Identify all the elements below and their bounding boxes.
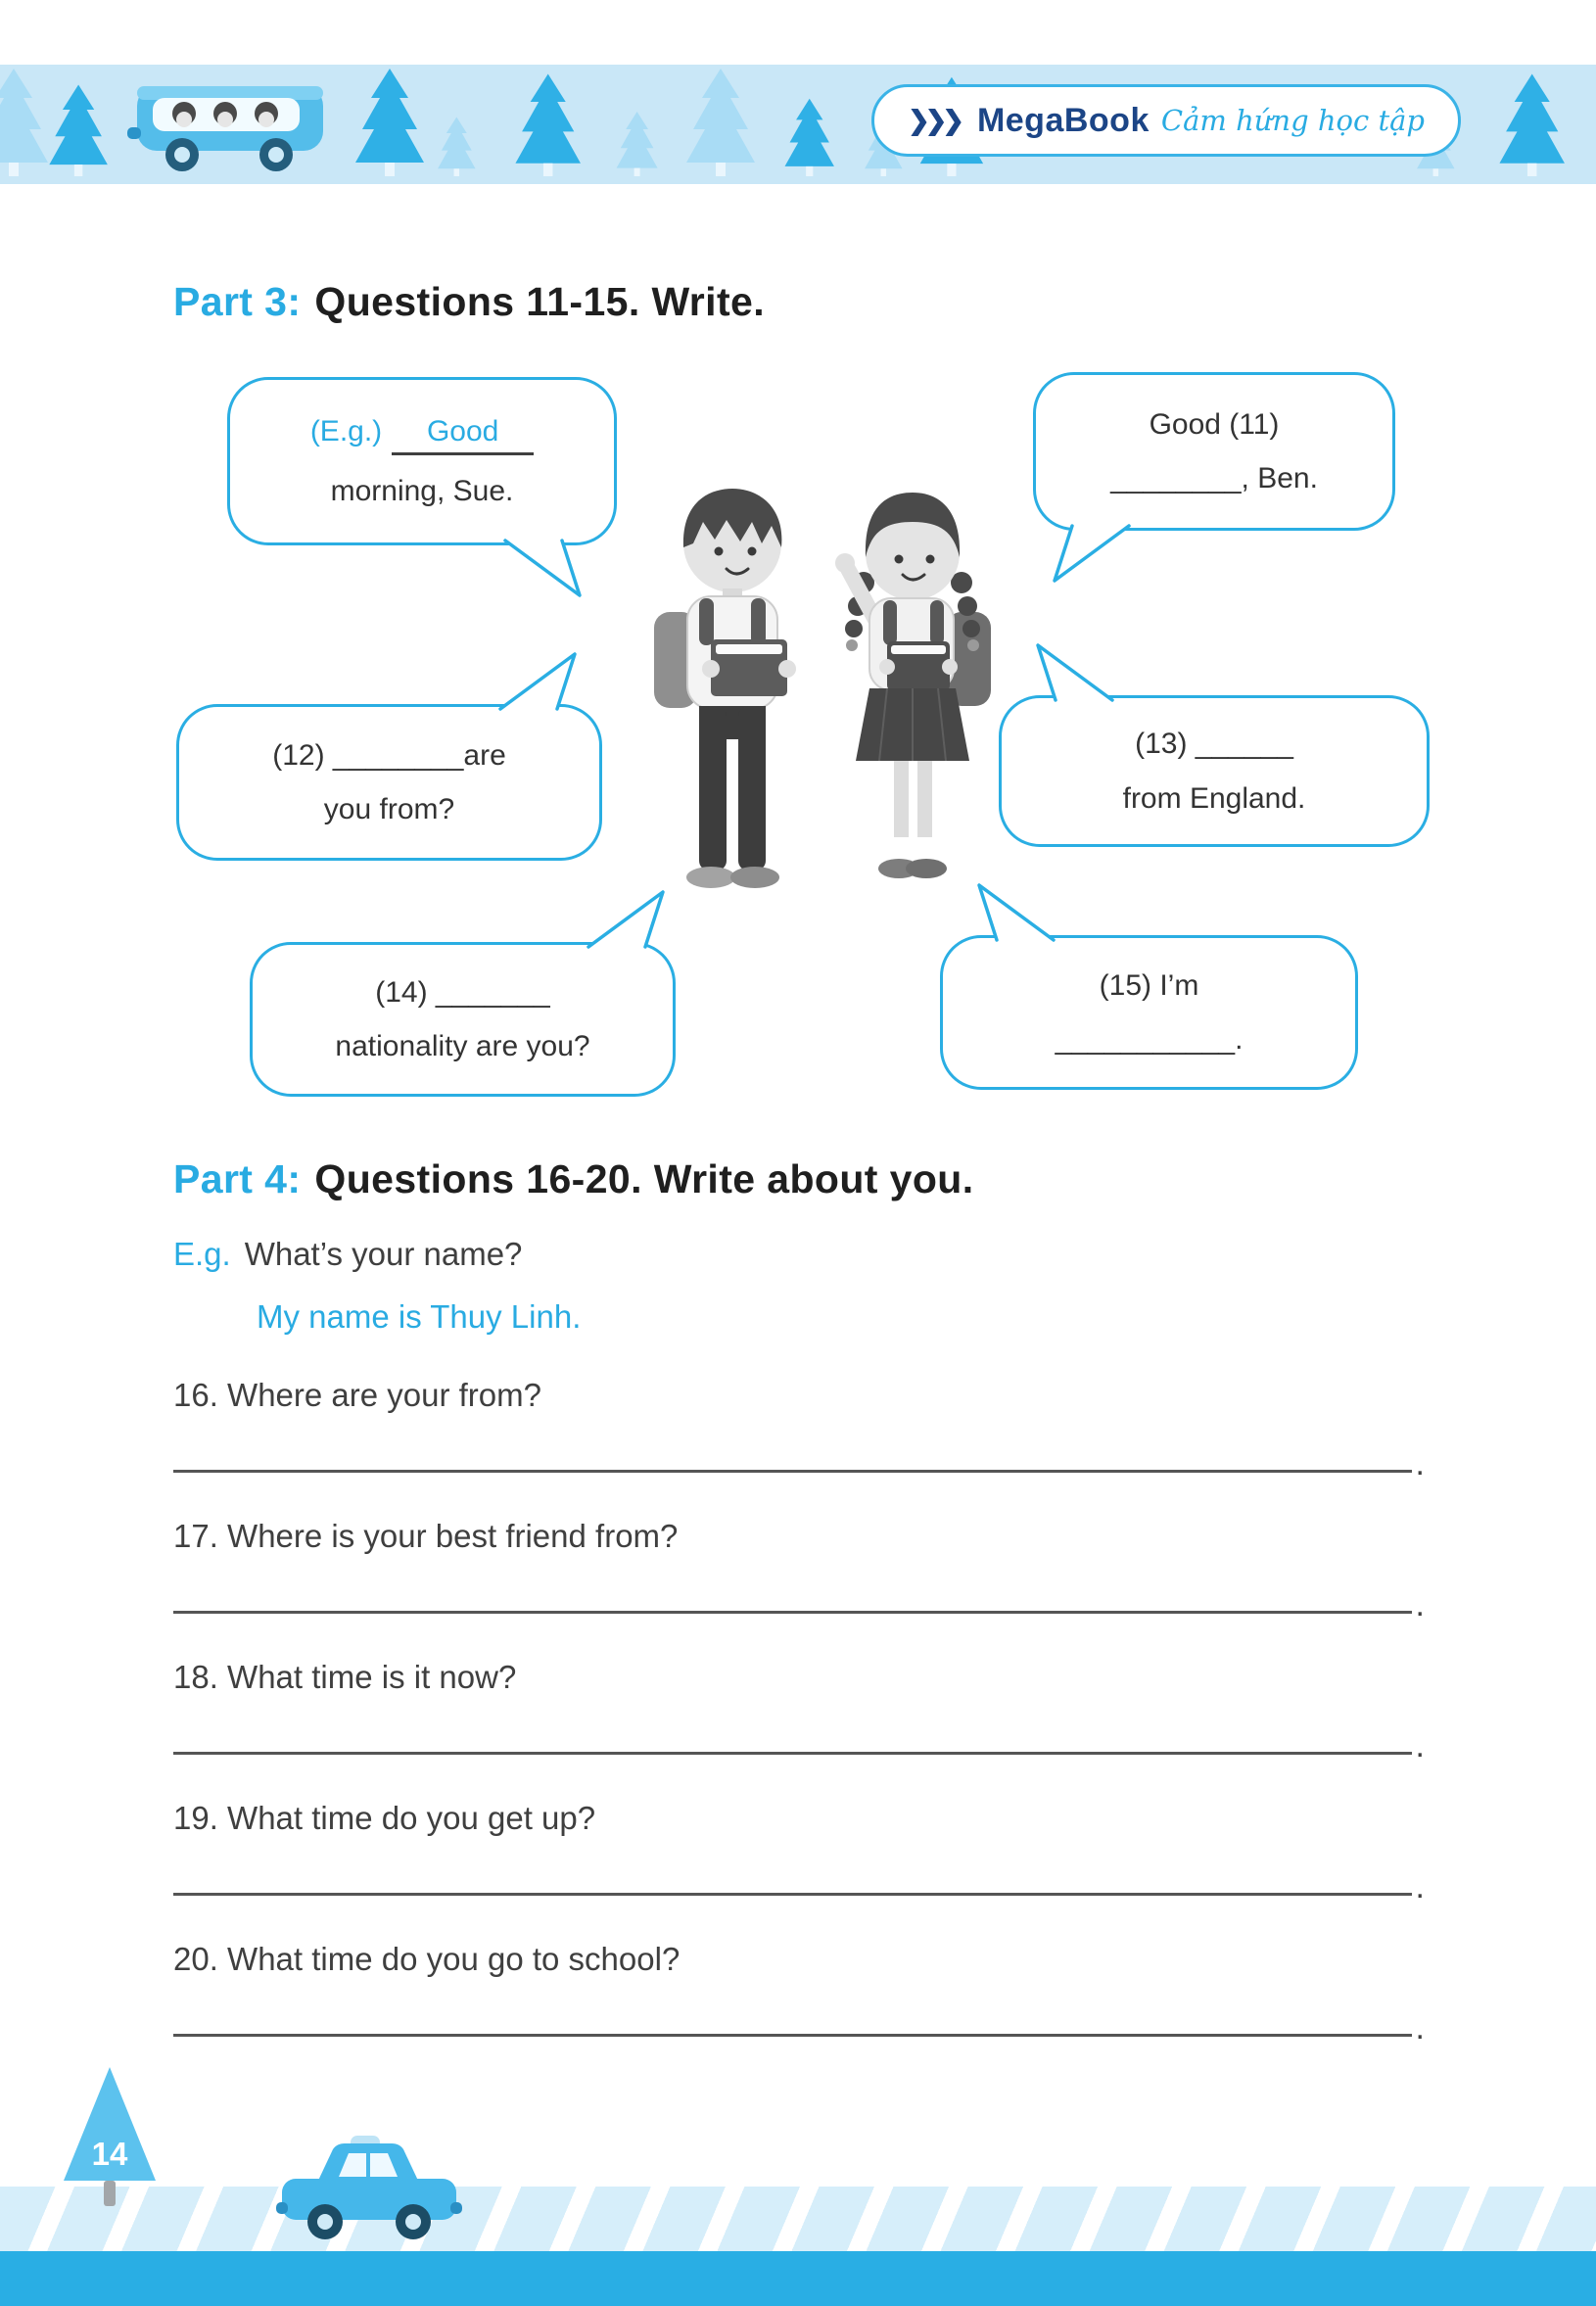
answer-line-18[interactable] [173,1727,1425,1765]
bubble-line: ________, Ben. [1110,462,1318,494]
question-19: 19. What time do you get up? [173,1800,596,1836]
part3-label: Part 3: [173,279,302,324]
example-prefix: (E.g.) [309,415,383,447]
part3-title: Questions 11-15. Write. [314,279,766,324]
part4-heading [173,1156,1425,1202]
bubble-line: Good (11) [1149,407,1280,441]
bubble-tail-icon [585,888,678,949]
write-in-rule[interactable] [173,2027,1412,2037]
answer-line-16[interactable] [173,1445,1425,1482]
example-answer-blank [392,413,534,455]
brand-chevrons-icon: ❯❯❯ [908,105,960,135]
bubble-line: nationality are you? [335,1030,590,1062]
part4-title: Questions 16-20. Write about you. [314,1156,974,1201]
bubble-tail-icon [1023,641,1116,702]
line-period: . [1415,1445,1425,1482]
brand-tagline: Cảm hứng học tập [1160,104,1425,137]
bubble-line: from England. [1122,781,1306,815]
bottom-strip [0,2251,1596,2306]
page-number: 14 [91,2136,128,2172]
answer-line-19[interactable] [173,1868,1425,1906]
line-period: . [1415,1586,1425,1624]
part3-heading [173,279,1425,325]
line-period: . [1415,2009,1425,2047]
line-period: . [1415,1727,1425,1765]
car-icon [276,2132,462,2249]
bubble-line: (14) _______ [375,975,550,1009]
example-answer: My name is Thuy Linh. [257,1298,582,1335]
brand-badge [871,84,1461,157]
bubble-line: morning, Sue. [330,474,514,507]
line-period: . [1415,1868,1425,1906]
bubble-line: (13) ______ [1135,728,1293,760]
answer-line-17[interactable] [173,1586,1425,1624]
bubble-tail-icon [964,881,1057,942]
write-in-rule[interactable] [173,1463,1412,1473]
example-question: What’s your name? [244,1236,523,1272]
bubble-tail-icon [501,539,594,599]
speech-bubble-example [227,377,617,545]
bubble-line [310,413,534,455]
question-18: 18. What time is it now? [173,1659,517,1695]
speech-bubble-q12 [176,704,602,861]
answer-line-20[interactable] [173,2009,1425,2047]
part3-figure [173,372,1425,1111]
speech-bubble-q14 [250,942,676,1097]
header-banner [0,65,1596,184]
bubble-tail-icon [496,650,589,711]
part4-label: Part 4: [173,1156,302,1201]
page-content [173,279,1425,2047]
school-bus-icon [127,53,357,190]
example-question-line [173,1236,1425,1273]
page-number-tree [61,2063,159,2210]
speech-bubble-q15 [940,935,1358,1090]
bubble-tail-icon [1040,524,1133,585]
write-in-rule[interactable] [173,1745,1412,1755]
speech-bubble-q11 [1033,372,1395,531]
question-16: 16. Where are your from? [173,1377,541,1413]
bubble-line: you from? [323,793,455,825]
speech-bubble-q13 [999,695,1430,847]
write-in-rule[interactable] [173,1886,1412,1896]
bubble-line: (15) I’m [1099,968,1199,1002]
bubble-line: (12) ________are [272,738,506,772]
bubble-line: ___________. [1055,1023,1244,1056]
question-17: 17. Where is your best friend from? [173,1518,679,1554]
example-label: E.g. [173,1236,231,1272]
write-in-rule[interactable] [173,1604,1412,1614]
example-answer-text: Good [426,415,499,447]
question-20: 20. What time do you go to school? [173,1941,681,1977]
brand-name: MegaBook [976,101,1150,139]
road-band [0,2187,1596,2251]
